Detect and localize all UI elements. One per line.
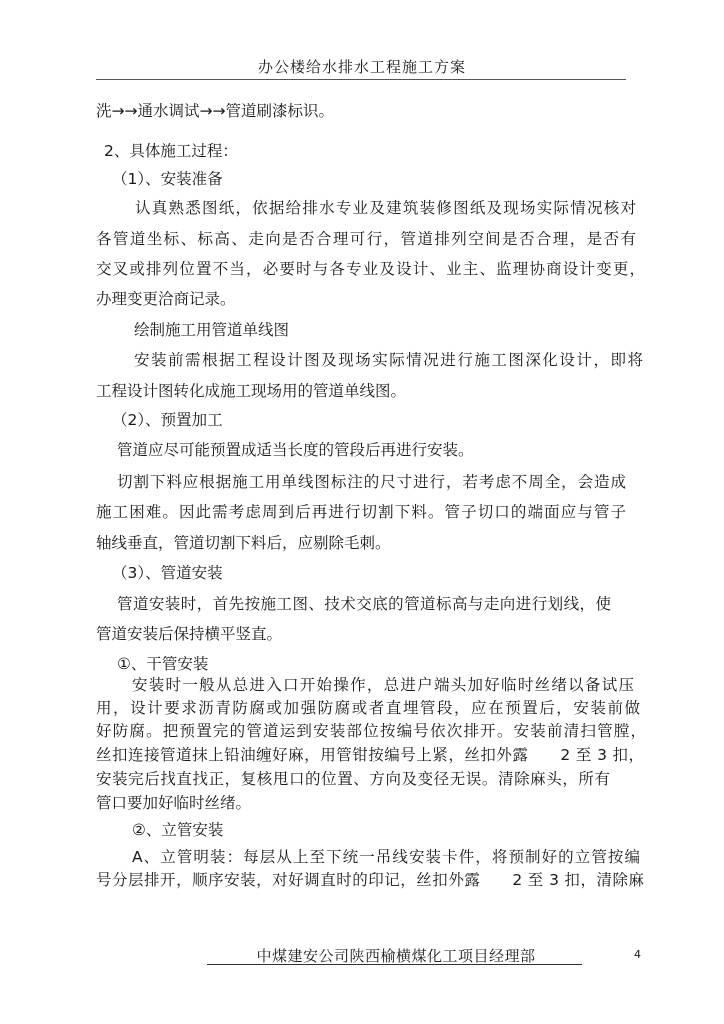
- body-line: 办理变更洽商记录。: [96, 290, 236, 308]
- section-heading: 2、具体施工过程：: [104, 142, 238, 160]
- body-line: 好防腐。把预置完的管道运到安装部位按编号依次排开。安装前清扫管膛，: [96, 722, 646, 740]
- body-line: 安装前需根据工程设计图及现场实际情况进行施工图深化设计，即将: [134, 351, 643, 369]
- body-line: 施工困难。因此需考虑周到后再进行切割下料。管子切口的端面应与管子: [96, 503, 626, 521]
- subsection-heading: ①、干管安装: [117, 655, 209, 673]
- document-title: 办公楼给水排水工程施工方案: [257, 58, 466, 76]
- subsection-heading: （2）、预置加工: [112, 411, 223, 429]
- body-line: 号分层排开，顺序安装，对好调直时的印记，丝扣外露 2 至 3 扣，清除麻: [96, 871, 644, 889]
- body-line: 各管道坐标、标高、走向是否合理可行，管道排列空间是否合理，是否有: [96, 230, 636, 248]
- body-line: 管口要加好临时丝绪。: [96, 794, 252, 812]
- footer-organization: 中煤建安公司陕西榆横煤化工项目经理部: [256, 947, 536, 965]
- body-line: 丝扣连接管道抹上铅油缠好麻，用管钳按编号上紧，丝扣外露 2 至 3 扣，: [96, 746, 644, 764]
- subsection-heading: （1）、安装准备: [112, 170, 223, 188]
- body-line: 切割下料应根据施工用单线图标注的尺寸进行，若考虑不周全，会造成: [117, 473, 626, 491]
- body-line: 安装时一般从总进入口开始操作，总进户端头加好临时丝绪以备试压: [132, 676, 634, 694]
- subsection-heading: 绘制施工用管道单线图: [134, 321, 290, 339]
- body-line: 管道安装后保持横平竖直。: [96, 625, 283, 643]
- body-line: 安装完后找直找正，复核甩口的位置、方向及变径无误。清除麻头，所有: [96, 770, 610, 788]
- body-line: 洗→→通水调试→→管道刷漆标识。: [96, 102, 334, 120]
- body-line: A、立管明装：每层从上至下统一吊线安装卡件，将预制好的立管按编: [132, 848, 640, 866]
- body-line: 管道安装时，首先按施工图、技术交底的管道标高与走向进行划线，使: [117, 595, 611, 613]
- body-line: 工程设计图转化成施工现场用的管道单线图。: [96, 382, 407, 400]
- body-line: 交叉或排列位置不当，必要时与各专业及设计、业主、监理协商设计变更，: [96, 260, 645, 278]
- page-number: 4: [634, 948, 641, 961]
- header-divider: [96, 79, 626, 80]
- body-line: 轴线垂直，管道切割下料后，应剔除毛刺。: [96, 534, 391, 552]
- footer-divider: [207, 964, 582, 965]
- body-line: 用，设计要求沥青防腐或加强防腐或者直埋管段，应在预置后，安装前做: [96, 699, 640, 717]
- body-line: 管道应尽可能预置成适当长度的管段后再进行安装。: [117, 441, 474, 459]
- body-line: 认真熟悉图纸，依据给排水专业及建筑装修图纸及现场实际情况核对: [135, 199, 636, 217]
- subsection-heading: （3）、管道安装: [112, 564, 223, 582]
- subsection-heading: ②、立管安装: [132, 821, 224, 839]
